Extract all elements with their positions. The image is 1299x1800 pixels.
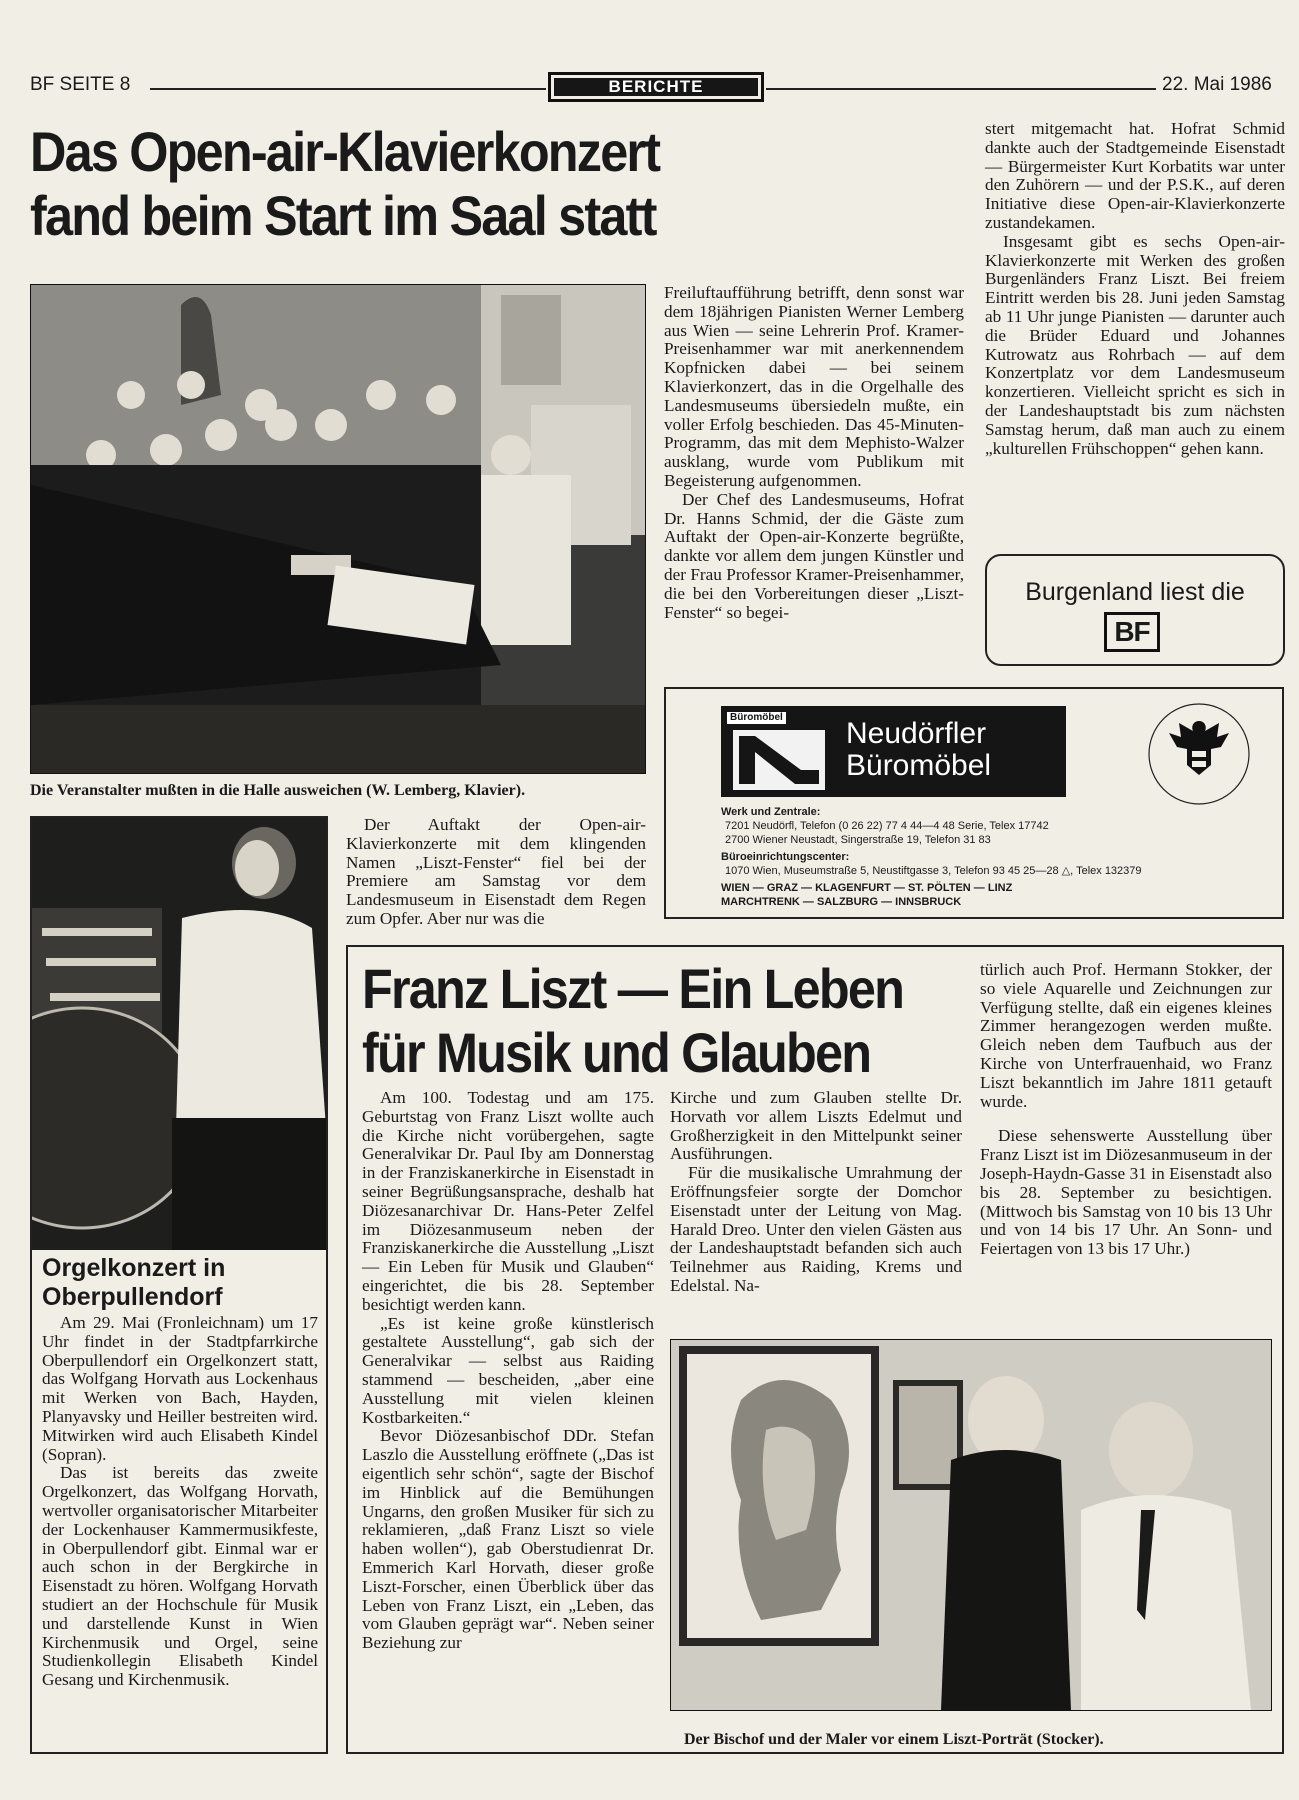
promo-box — [985, 554, 1285, 666]
article1-column-1 — [664, 284, 964, 622]
article2-col3-p1: türlich auch Prof. Hermann Stokker, der so viele Aquarelle und Zeichnungen zur Verfügung stellte, daß ein eigenes kleines Zimmer herangezogen werden mußte. Gleich neben dem Taufbuch aus der Kirche von Unterfrauenhaid, wo Franz Liszt bekanntlich im Jahre 1811 getauft wurde. — [980, 960, 1272, 1111]
section-badge — [548, 72, 764, 102]
ad-line: 2700 Wiener Neustadt, Singerstraße 19, Telefon 31 83 — [725, 834, 991, 846]
orgel-p1: Am 29. Mai (Fronleichnam) um 17 Uhr findet in der Stadtpfarrkirche Oberpullendorf ein Orgelkonzert statt, das Wolfgang Horvath aus Lockenhaus mit Werken von Bach, Hayden, Planyavsky und Heiller bestreiten wird. Mitwirken wird auch Elisabeth Kindel (Sopran). — [42, 1313, 318, 1464]
article2-headline-line1: Franz Liszt — Ein Leben — [362, 957, 904, 1020]
ad-line: 1070 Wien, Museumstraße 5, Neustiftgasse 3, Telefon 93 45 25—28 △, Telex 132379 — [725, 865, 1142, 877]
section-label: BERICHTE — [554, 78, 758, 96]
article2-column-1 — [362, 1089, 654, 1653]
ad-line: Werk und Zentrale: — [721, 806, 821, 818]
advertisement-neudoerfler — [664, 687, 1284, 919]
article1-col1-p2: Der Chef des Landesmuseums, Hofrat Dr. Hanns Schmid, der die Gäste zum Auftakt der Open-air-Konzerte begrüßte, dankte vor allem dem jungen Künstler und der Frau Professor Kramer-Preisenhammer, die bei den Vorbereitungen dieser „Liszt-Fenster“ so begei- — [664, 489, 964, 622]
promo-text: Burgenland liest die — [1025, 578, 1245, 606]
page-label: BF SEITE 8 — [30, 74, 131, 95]
orgel-body — [42, 1314, 318, 1690]
orgel-title-line1: Orgelkonzert in — [42, 1254, 226, 1282]
ad-line: WIEN — GRAZ — KLAGENFURT — ST. PÖLTEN — LINZ — [721, 882, 1013, 894]
ad-brand-block — [721, 706, 1066, 797]
ad-line: MARCHTRENK — SALZBURG — INNSBRUCK — [721, 896, 962, 908]
article2-col2-p2: Für die musikalische Umrahmung der Eröffnungsfeier sorgte der Domchor Eisenstadt unter der Leitung von Mag. Harald Dreo. Unter den vielen Gästen aus der Landeshauptstadt befanden sich auch Teilnehmer aus Raiding, Krems und Edelstal. Na- — [670, 1163, 962, 1295]
header-rule-right — [766, 88, 1156, 90]
ad-brand-name-line1: Neudörfler — [846, 717, 987, 750]
article2-headline — [362, 957, 938, 1085]
article2-column-2 — [670, 1089, 962, 1296]
article2-headline-line2: für Musik und Glauben — [362, 1021, 871, 1084]
liszt-article-box — [346, 945, 1284, 1754]
ad-contact-lines — [721, 805, 1281, 909]
article2-col1-p3: Bevor Diözesanbischof DDr. Stefan Laszlo die Ausstellung eröffnete („Das ist eigentlich sehr schön“, sagte der Bischof im Hinblick auf die Bemühungen Ungarns, den großen Musiker für sich zu reklamieren, „daß Franz Liszt so viele haben wollen“), gab Oberstudienrat Dr. Emmerich Karl Horvath, dieser große Liszt-Forscher, einen Überblick über das Leben von Franz Liszt, ein „Leben, das vom Glauben geprägt war“. Neben seiner Beziehung zur — [362, 1426, 654, 1653]
issue-date: 22. Mai 1986 — [1162, 74, 1272, 95]
article1-col2-p2: Insgesamt gibt es sechs Open-air-Klavierkonzerte mit Werken des großen Burgenländers Franz Liszt. Bei freiem Eintritt werden bis 28. Juni jeden Samstag ab 11 Uhr junge Pianisten — darunter auch die Brüder Eduard und Johannes Kutrowatz aus Rohrbach — auf dem Konzertplatz vor dem Landesmuseum konzertieren. Vielleicht spricht es sich in der Landeshauptstadt bis zum nächsten Samstag herum, daß man auch zu einem „kulturellen Frühschoppen“ gehen kann. — [985, 231, 1285, 458]
article2-col2-p1: Kirche und zum Glauben stellte Dr. Horvath vor allem Liszts Edelmut und Großherzigkeit in den Mittelpunkt seiner Ausführungen. — [670, 1088, 962, 1164]
header-rule-left — [150, 88, 546, 90]
article2-col1-p2: „Es ist keine große künstlerisch gestaltete Ausstellung“, gab sich der Generalvikar — selbst aus Raiding stammend — bescheiden, „aber eine Ausstellung mit vielen kleinen Kostbarkeiten.“ — [362, 1313, 654, 1427]
article1-headline-line1: Das Open-air-Klavierkonzert — [30, 120, 660, 183]
article2-col1-p1: Am 100. Todestag und am 175. Geburtstag von Franz Liszt wollte auch die Kirche nicht vorübergehen, sagte Generalvikar Dr. Paul Iby am Donnerstag in der Franziskanerkirche in Eisenstadt in seiner Begrüßungsansprache, deshalb hat Diözesanarchivar Dr. Hans-Peter Zelfel im Diözesanmuseum neben der Franziskanerkirche die Ausstellung „Liszt — Ein Leben für Musik und Glauben“ eingerichtet, die bis 28. September besichtigt werden kann. — [362, 1088, 654, 1314]
ad-logo-icon — [733, 730, 825, 790]
state-award-seal-icon — [1144, 699, 1254, 809]
article1-headline — [30, 120, 885, 248]
ad-brand-name-line2: Büromöbel — [846, 749, 992, 782]
orgel-p2: Das ist bereits das zweite Orgelkonzert, das Wolfgang Horvath, wertvoller organisatorischer Mitarbeiter der Lockenhauser Kammermusikfeste, in Oberpullendorf gibt. Einmal war er auch schon in der Bergkirche in Eisenstadt zu hören. Wolfgang Horvath studiert an der Hochschule für Musik und darstellende Kunst in Wien Kirchenmusik und Orgel, seine Studienkollegin Elisabeth Kindel Gesang und Kirchenmusik. — [42, 1463, 318, 1690]
organist-photo — [32, 818, 326, 1250]
article2-column-3 — [980, 961, 1272, 1259]
ad-brand-name — [846, 718, 991, 782]
bf-logo: BF — [1104, 612, 1160, 652]
article1-col2-p1: stert mitgemacht hat. Hofrat Schmid dankte auch der Stadtgemeinde Eisenstadt — Bürgermeister Kurt Korbatits war unter den Zuhörern — und der P.S.K., auf deren Initiative diese Open-air-Klavierkonzerte zustandekamen. — [985, 119, 1285, 232]
article2-col3-p2: Diese sehenswerte Ausstellung über Franz Liszt ist im Diözesanmuseum in der Joseph-Haydn-Gasse 31 in Eisenstadt also bis 28. September zu besichtigen. (Mittwoch bis Samstag von 10 bis 13 Uhr und von 14 bis 17 Uhr. An Sonn- und Feiertagen von 13 bis 17 Uhr.) — [980, 1126, 1272, 1259]
concert-photo — [30, 284, 646, 774]
article1-headline-line2: fand beim Start im Saal statt — [30, 184, 656, 247]
liszt-portrait-photo — [670, 1339, 1272, 1711]
article2-photo-caption: Der Bischof und der Maler vor einem Liszt-Porträt (Stocker). — [684, 1731, 1104, 1748]
article1-column-2 — [985, 120, 1285, 458]
article1-photo-caption: Die Veranstalter mußten in die Halle ausweichen (W. Lemberg, Klavier). — [30, 782, 526, 799]
ad-line: 7201 Neudörfl, Telefon (0 26 22) 77 4 44—4 48 Serie, Telex 17742 — [725, 820, 1049, 832]
ad-line: Büroeinrichtungscenter: — [721, 851, 850, 863]
article1-col1-p1: Freiluftaufführung betrifft, denn sonst war dem 18jährigen Pianisten Werner Lemberg aus Wien — seine Lehrerin Prof. Kramer-Preisenhammer war mit anerkennendem Kopfnicken dabei — bei seinem Klavierkonzert, das in die Orgelhalle des Landesmuseums übersiedeln mußte, ein voller Erfolg beschieden. Das 45-Minuten-Programm, das mit dem Mephisto-Walzer ausklang, wurde vom Publikum mit Begeisterung aufgenommen. — [664, 283, 964, 490]
orgelkonzert-box — [30, 816, 328, 1754]
article1-lead: Der Auftakt der Open-air-Klavierkonzerte mit dem klingenden Namen „Liszt-Fenster“ fiel bei der Premiere am Samstag vor dem Landesmuseum in Eisenstadt dem Regen zum Opfer. Aber nur was die — [346, 815, 646, 928]
ad-brand-small: Büromöbel — [727, 712, 786, 724]
orgel-title-line2: Oberpullendorf — [42, 1283, 223, 1311]
orgel-title — [42, 1254, 322, 1312]
